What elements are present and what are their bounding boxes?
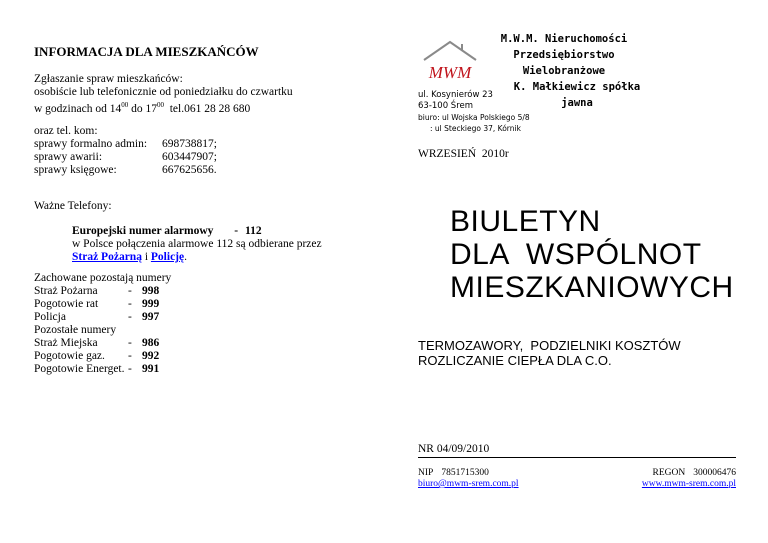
hours-prefix: w godzinach od 14 bbox=[34, 102, 122, 115]
reporting-line-1: Zgłaszanie spraw mieszkańców: bbox=[34, 73, 183, 85]
emergency-label: Europejski numer alarmowy bbox=[72, 225, 214, 237]
logo-text: MWM bbox=[428, 63, 472, 82]
emergency-dash: - bbox=[234, 225, 239, 237]
mobile-intro: oraz tel. kom: bbox=[34, 125, 98, 137]
number-dash: - bbox=[128, 311, 132, 323]
mobile-phones-table bbox=[34, 138, 217, 177]
website-link[interactable]: www.mwm-srem.com.pl bbox=[641, 479, 736, 489]
address-block bbox=[418, 90, 530, 134]
number-dash: - bbox=[128, 298, 132, 310]
email-link[interactable]: biuro@mwm-srem.com.pl bbox=[418, 479, 519, 489]
footer-right bbox=[620, 468, 736, 490]
phone-label: sprawy formalno admin: bbox=[34, 138, 148, 150]
number-label: Straż Pożarna bbox=[34, 285, 98, 297]
kept-numbers bbox=[34, 272, 171, 376]
fire-brigade-link[interactable]: Straż Pożarną bbox=[72, 251, 142, 263]
phone-label: sprawy awarii: bbox=[34, 151, 103, 163]
hours-sup-2: 00 bbox=[156, 101, 164, 109]
table-row bbox=[34, 350, 159, 363]
number-dash: - bbox=[128, 285, 132, 297]
table-row bbox=[34, 337, 159, 350]
number-label: Policja bbox=[34, 311, 66, 323]
number-value: 986 bbox=[142, 337, 160, 349]
bulletin-title bbox=[450, 205, 734, 304]
company-line-3: K. Małkiewicz spółka jawna bbox=[513, 81, 641, 109]
emergency-note: w Polsce połączenia alarmowe 112 są odbierane przez bbox=[72, 238, 322, 250]
phone-label: sprawy księgowe: bbox=[34, 164, 117, 176]
company-line-2: Przedsiębiorstwo Wielobranżowe bbox=[513, 49, 615, 77]
number-label: Pogotowie Energet. bbox=[34, 363, 125, 375]
table-row bbox=[34, 164, 217, 177]
phone-value: 698738817; bbox=[162, 138, 217, 150]
number-value: 998 bbox=[142, 285, 160, 297]
number-label: Straż Miejska bbox=[34, 337, 98, 349]
emergency-number: 112 bbox=[245, 225, 262, 237]
number-dash: - bbox=[128, 363, 132, 375]
nip-value: 7851715300 bbox=[441, 468, 489, 478]
phone-value: 667625656. bbox=[162, 164, 217, 176]
office-phone: tel.061 28 28 680 bbox=[163, 102, 251, 115]
emergency-links bbox=[72, 251, 322, 264]
left-title: INFORMACJA DLA MIESZKAŃCÓW bbox=[34, 44, 259, 59]
bulletin-subtitle bbox=[418, 338, 681, 368]
number-dash: - bbox=[128, 337, 132, 349]
hours-mid: do 17 bbox=[128, 102, 157, 115]
reporting-info bbox=[34, 73, 293, 116]
kept-numbers-heading: Zachowane pozostają numery bbox=[34, 272, 172, 284]
other-numbers-table bbox=[34, 337, 159, 376]
reporting-line-2: osobiście lub telefonicznie od poniedziałku do czwartku bbox=[34, 86, 293, 98]
issue-number: NR 04/09/2010 bbox=[418, 443, 490, 455]
other-numbers-heading: Pozostałe numery bbox=[34, 324, 117, 336]
police-link[interactable]: Policję bbox=[150, 251, 185, 263]
address-street: ul. Kosynierów 23 bbox=[418, 90, 493, 100]
issue-date: WRZESIEŃ 2010r bbox=[418, 148, 509, 160]
footer-left bbox=[418, 468, 519, 490]
table-row bbox=[34, 151, 217, 164]
number-value: 991 bbox=[142, 363, 160, 375]
phone-value: 603447907; bbox=[162, 151, 217, 163]
title-line-1: BIULETYN bbox=[450, 205, 601, 238]
kept-numbers-table bbox=[34, 285, 159, 324]
link-conjunction: i bbox=[141, 251, 151, 263]
subtitle-line-2: ROZLICZANIE CIEPŁA DLA C.O. bbox=[418, 353, 612, 368]
subtitle-line-1: TERMOZAWORY, PODZIELNIKI KOSZTÓW bbox=[418, 338, 681, 353]
table-row bbox=[34, 285, 159, 298]
table-row bbox=[34, 311, 159, 324]
emergency-line bbox=[72, 225, 322, 238]
regon-label: REGON bbox=[652, 468, 686, 478]
title-line-2: DLA WSPÓLNOT bbox=[450, 238, 702, 271]
important-heading: Ważne Telefony: bbox=[34, 200, 112, 212]
footer-divider bbox=[418, 457, 736, 458]
table-row bbox=[34, 363, 159, 376]
regon-line bbox=[620, 468, 736, 479]
number-value: 992 bbox=[142, 350, 160, 362]
number-value: 999 bbox=[142, 298, 160, 310]
link-end: . bbox=[184, 251, 187, 263]
emergency-block bbox=[72, 225, 322, 264]
office-line-2: : ul Steckiego 37, Kórnik bbox=[430, 124, 521, 133]
table-row bbox=[34, 138, 217, 151]
mobile-phones bbox=[34, 125, 217, 177]
number-label: Pogotowie gaz. bbox=[34, 350, 105, 362]
nip-label: NIP bbox=[418, 468, 434, 478]
reporting-hours bbox=[34, 99, 293, 116]
title-line-3: MIESZKANIOWYCH bbox=[450, 271, 734, 304]
address-city: 63-100 Śrem bbox=[418, 101, 474, 111]
nip-line bbox=[418, 468, 519, 479]
number-dash: - bbox=[128, 350, 132, 362]
company-line-1: M.W.M. Nieruchomości bbox=[500, 33, 628, 45]
regon-value: 300006476 bbox=[693, 468, 736, 478]
number-value: 997 bbox=[142, 311, 160, 323]
office-line-1: biuro: ul Wojska Polskiego 5/8 bbox=[418, 113, 530, 122]
number-label: Pogotowie rat bbox=[34, 298, 99, 310]
hours-sup-1: 00 bbox=[121, 101, 129, 109]
table-row bbox=[34, 298, 159, 311]
